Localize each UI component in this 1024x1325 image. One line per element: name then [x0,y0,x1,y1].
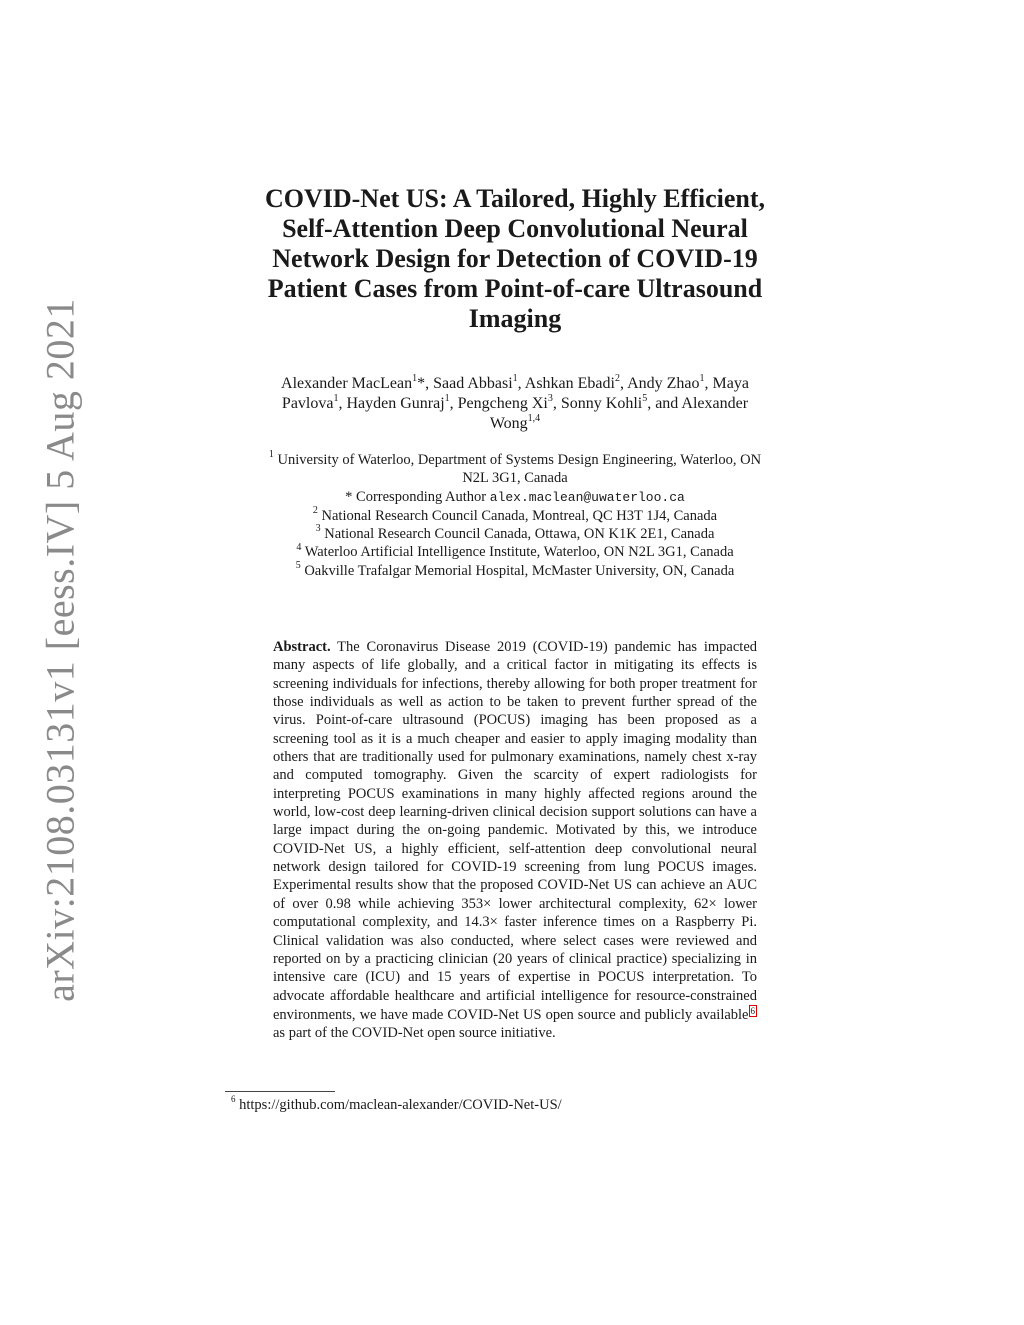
footnote-divider [225,1091,335,1092]
affiliation-number: 4 [296,541,302,553]
author-text: , Ashkan Ebadi [517,375,615,392]
author-affiliation-mark: 1 [699,372,705,384]
author-text: , and Alexander [647,395,749,412]
corresponding-label: * Corresponding Author [345,488,490,505]
paper-title [230,184,800,334]
title-line: Patient Cases from Point-of-care Ultrasound [267,274,763,303]
abstract-body-end: as part of the COVID-Net open source initiative. [273,1025,556,1042]
affiliation-1-continued: N2L 3G1, Canada [462,470,568,487]
author-line [230,394,800,414]
author-text: , Sonny Kohli [552,395,643,412]
footnote-url[interactable]: https://github.com/maclean-alexander/COVID-Net-US/ [235,1097,562,1113]
author-affiliation-mark: 1 [444,392,450,404]
author-affiliation-mark: 3 [547,392,553,404]
affiliation-number: 5 [295,559,301,571]
corresponding-email[interactable]: alex.maclean@uwaterloo.ca [489,489,685,505]
affiliation-text: National Research Council Canada, Montreal, QC H3T 1J4, Canada [317,507,718,524]
corresponding-author [210,488,820,507]
footnote-link[interactable]: 6 [750,1005,755,1016]
author-list [230,374,800,434]
abstract-body: The Coronavirus Disease 2019 (COVID-19) pandemic has impacted many aspects of life globally, and a critical factor in mitigating its effects is screening individuals for infections, thereby allowing for both proper treatment for those individuals as well as action to be taken to prevent further spread of the virus. Point-of-care ultrasound (POCUS) imaging has been proposed as a screening tool as it is a much cheaper and easier to apply imaging modality than others that are traditionally used for pulmonary examinations, namely chest x-ray and computed tomography. Given the scarcity of expert radiologists for interpreting POCUS examinations in many highly affected regions around the world, low-cost deep learning-driven clinical decision support solutions can have a large impact during the on-going pandemic. Motivated by this, we introduce COVID-Net US, a highly efficient, self-attention deep convolutional neural network design tailored for COVID-19 screening from lung POCUS images. Experimental results show that the proposed COVID-Net US can achieve an AUC of over 0.98 while achieving 353× lower architectural complexity, 62× lower computational complexity, and 14.3× faster inference times on a Raspberry Pi. Clinical validation was also conducted, where select cases were reviewed and reported on by a practicing clinician (20 years of clinical practice) specializing in intensive care (ICU) and 15 years of expertise in POCUS interpretation. To advocate affordable healthcare and artificial intelligence for resource-constrained environments, we have made COVID-Net US open source and publicly available [273,639,757,1023]
title-line: Network Design for Detection of COVID-19 [272,244,758,273]
author-text: , Maya [704,375,749,392]
author-text: , Pengcheng Xi [449,395,548,412]
footnote-number: 6 [231,1094,236,1105]
title-line: Self-Attention Deep Convolutional Neural [282,214,748,243]
affiliation-3 [210,525,820,543]
author-line [230,414,800,434]
affiliation-5 [210,559,820,580]
author-affiliation-mark: 1 [333,392,339,404]
author-text: Pavlova [281,395,334,412]
author-text: , Andy Zhao [619,375,700,392]
author-affiliation-mark: 5 [642,392,648,404]
affiliation-list [210,451,820,580]
affiliation-1 [210,451,820,469]
author-affiliation-mark: 1 [412,372,418,384]
title-line: COVID-Net US: A Tailored, Highly Efficient, [264,184,766,213]
author-text: , Hayden Gunraj [338,395,445,412]
author-affiliation-mark: 2 [614,372,620,384]
arxiv-identifier-stamp: arXiv:2108.03131v1 [eess.IV] 5 Aug 2021 [37,298,83,1002]
affiliation-text: Waterloo Artificial Intelligence Institute, Waterloo, ON N2L 3G1, Canada [301,544,734,561]
abstract-label: Abstract. [273,639,331,655]
author-affiliation-mark: 1,4 [527,412,541,424]
author-line [230,374,800,394]
affiliation-number: 1 [268,449,274,461]
author-text: Wong [489,415,528,432]
affiliation-text: University of Waterloo, Department of Systems Design Engineering, Waterloo, ON [273,452,762,468]
affiliation-text: Oakville Trafalgar Memorial Hospital, McMaster University, ON, Canada [300,562,735,579]
abstract [273,638,757,1043]
affiliation-number: 2 [312,505,318,517]
author-affiliation-mark: 1 [512,372,518,384]
affiliation-2 [210,507,820,525]
title-line: Imaging [468,304,562,333]
affiliation-number: 3 [315,523,321,535]
footnote [231,1096,562,1114]
author-text: *, Saad Abbasi [417,375,513,392]
affiliation-4 [210,543,820,561]
author-text: Alexander MacLean [281,375,413,392]
affiliation-text: National Research Council Canada, Ottawa, ON K1K 2E1, Canada [320,526,715,543]
